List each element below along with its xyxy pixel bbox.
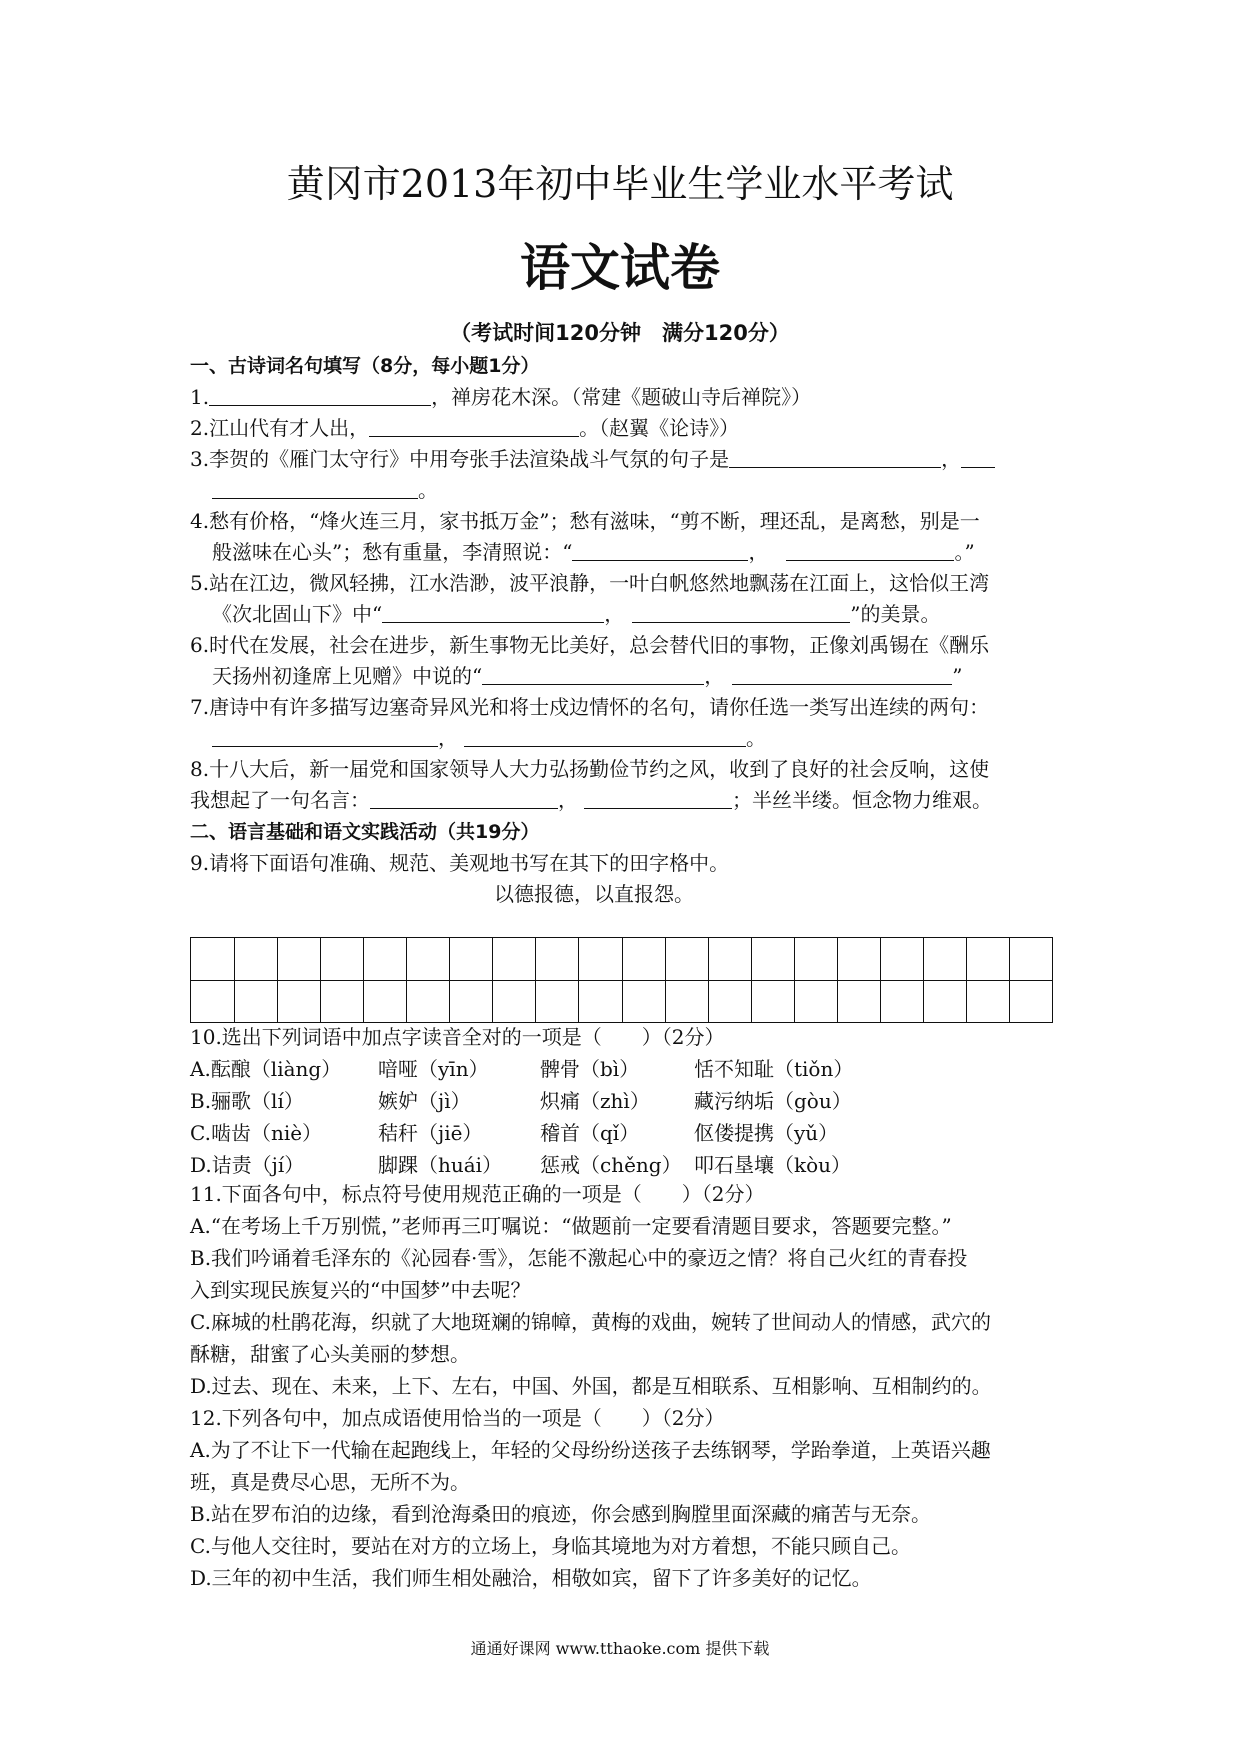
question-7: 7.唐诗中有许多描写边塞奇异风光和将士戍边情怀的名句，请你任选一类写出连续的两句：: [190, 695, 990, 719]
q11-option-d[interactable]: D.过去、现在、未来，上下、左右，中国、外国，都是互相联系、互相影响、互相制约的。: [190, 1374, 992, 1398]
q1-text: ，禅房花木深。（常建《题破山寺后禅院》）: [431, 385, 812, 409]
writing-grid[interactable]: [190, 937, 1053, 1023]
q11-option-b-cont: 入到实现民族复兴的“中国梦”中去呢？: [190, 1278, 531, 1302]
q5-comma: ，: [604, 602, 625, 626]
q7-end: 。: [746, 726, 766, 750]
q8-comma: ，: [558, 788, 578, 812]
answer-blank[interactable]: [961, 447, 995, 468]
q10-option-item: 稽首（qǐ）: [540, 1121, 640, 1145]
question-6: 6.时代在发展，社会在进步，新生事物无比美好，总会替代旧的事物，正像刘禹锡在《酬乐: [190, 633, 990, 657]
q10-option-item: 恬不知耻（tiǒn）: [694, 1057, 854, 1081]
q10-option-item[interactable]: D.诘责（jí）: [190, 1153, 305, 1177]
q10-option-item: 髀骨（bì）: [540, 1057, 640, 1081]
q10-option-item: 嫉妒（jì）: [378, 1089, 471, 1113]
question-11-stem: 11.下面各句中，标点符号使用规范正确的一项是（ ）（2分）: [190, 1182, 765, 1206]
q4-comma: ，: [748, 540, 769, 564]
answer-blank[interactable]: [382, 602, 604, 623]
q6-end: ”: [952, 664, 963, 688]
question-8-cont: [190, 786, 992, 814]
q10-option-item: 惩戒（chěng）: [540, 1153, 682, 1177]
q5-end: ”的美景。: [850, 602, 941, 626]
q9-sentence: 以德报德，以直报怨。: [494, 882, 694, 906]
question-7-cont: [212, 724, 766, 752]
answer-blank[interactable]: [369, 416, 579, 437]
answer-blank[interactable]: [212, 726, 438, 747]
q12-option-b[interactable]: B.站在罗布泊的边缘，看到沧海桑田的痕迹，你会感到胸膛里面深藏的痛苦与无奈。: [190, 1502, 932, 1526]
question-5: 5.站在江边，微风轻拂，江水浩渺，波平浪静，一叶白帆悠然地飘荡在江面上，这恰似王湾: [190, 571, 990, 595]
exam-info: （考试时间120分钟 满分120分）: [450, 321, 790, 345]
question-1: [190, 383, 811, 411]
question-12-stem: 12.下列各句中，加点成语使用恰当的一项是（ ）（2分）: [190, 1406, 725, 1430]
q4-text: 般滋味在心头”；愁有重量，李清照说：“: [212, 540, 573, 564]
answer-blank[interactable]: [786, 540, 954, 561]
q10-option-item[interactable]: A.酝酿（liàng）: [190, 1057, 342, 1081]
question-4-cont: [212, 538, 975, 566]
q8-end: ；半丝半缕。恒念物力维艰。: [732, 788, 992, 812]
q4-end: 。”: [954, 540, 975, 564]
q2-source: 。（赵翼《论诗》）: [579, 416, 740, 440]
question-5-cont: [212, 600, 940, 628]
q10-option-item[interactable]: C.啮齿（niè）: [190, 1121, 323, 1145]
q10-option-item: 炽痛（zhì）: [540, 1089, 650, 1113]
q3-end: 。: [418, 478, 438, 502]
q11-option-c[interactable]: C.麻城的杜鹃花海，织就了大地斑斓的锦幛，黄梅的戏曲，婉转了世间动人的情感，武穴的: [190, 1310, 991, 1334]
answer-blank[interactable]: [212, 478, 418, 499]
q10-option-item: 藏污纳垢（gòu）: [694, 1089, 852, 1113]
q12-option-d[interactable]: D.三年的初中生活，我们师生相处融洽，相敬如宾，留下了许多美好的记忆。: [190, 1566, 872, 1590]
answer-blank[interactable]: [209, 385, 431, 406]
q3-text: 3.李贺的《雁门太守行》中用夸张手法渲染战斗气氛的句子是: [190, 447, 730, 471]
q12-option-a-cont: 班，真是费尽心思，无所不为。: [190, 1470, 470, 1494]
q12-option-a[interactable]: A.为了不让下一代输在起跑线上，年轻的父母纷纷送孩子去练钢琴，学跆拳道，上英语兴趣: [190, 1438, 991, 1462]
answer-blank[interactable]: [464, 726, 746, 747]
answer-blank[interactable]: [370, 788, 558, 809]
q3-comma: ，: [941, 447, 962, 471]
q10-option-item: 叩石垦壤（kòu）: [694, 1153, 852, 1177]
q12-option-c[interactable]: C.与他人交往时，要站在对方的立场上，身临其境地为对方着想，不能只顾自己。: [190, 1534, 911, 1558]
question-4: 4.愁有价格，“烽火连三月，家书抵万金”；愁有滋味，“剪不断，理还乱，是离愁，别是一: [190, 509, 980, 533]
q6-text: 天扬州初逢席上见赠》中说的“: [212, 664, 483, 688]
q7-comma: ，: [438, 726, 458, 750]
answer-blank[interactable]: [572, 540, 748, 561]
grid-row-line: [191, 980, 1052, 981]
q10-option-item[interactable]: B.骊歌（lí）: [190, 1089, 304, 1113]
exam-title: 黄冈市2013年初中毕业生学业水平考试: [286, 162, 954, 206]
answer-blank[interactable]: [482, 664, 704, 685]
q11-option-a[interactable]: A.“在考场上千万别慌，”老师再三叮嘱说：“做题前一定要看清题目要求，答题要完整。”: [190, 1214, 952, 1238]
question-2: [190, 414, 739, 442]
q1-number: 1.: [190, 385, 210, 409]
q10-option-item: 秸秆（jiē）: [378, 1121, 483, 1145]
q10-option-item: 脚踝（huái）: [378, 1153, 503, 1177]
question-10-stem: 10.选出下列词语中加点字读音全对的一项是（ ）（2分）: [190, 1025, 725, 1049]
q2-text: 2.江山代有才人出，: [190, 416, 370, 440]
subject-title: 语文试卷: [520, 239, 720, 297]
answer-blank[interactable]: [632, 602, 850, 623]
section-1-heading: 一、古诗词名句填写（8分，每小题1分）: [190, 355, 540, 377]
q11-option-b[interactable]: B.我们吟诵着毛泽东的《沁园春·雪》，怎能不激起心中的豪迈之情？将自己火红的青春投: [190, 1246, 968, 1270]
question-3: [190, 445, 995, 473]
answer-blank[interactable]: [584, 788, 732, 809]
q5-text: 《次北固山下》中“: [212, 602, 383, 626]
q11-option-c-cont: 酥糖，甜蜜了心头美丽的梦想。: [190, 1342, 470, 1366]
q8-text: 我想起了一句名言：: [190, 788, 370, 812]
answer-blank[interactable]: [732, 664, 952, 685]
question-6-cont: [212, 662, 962, 690]
question-9: 9.请将下面语句准确、规范、美观地书写在其下的田字格中。: [190, 851, 730, 875]
question-3-cont: [212, 476, 438, 504]
question-8: 8.十八大后，新一届党和国家领导人大力弘扬勤俭节约之风，收到了良好的社会反响，这使: [190, 757, 990, 781]
section-2-heading: 二、语言基础和语文实践活动（共19分）: [190, 821, 540, 843]
q10-option-item: 喑哑（yīn）: [378, 1057, 489, 1081]
footer-download-note: 通通好课网 www.tthaoke.com 提供下载: [470, 1639, 770, 1658]
q6-comma: ，: [704, 664, 725, 688]
answer-blank[interactable]: [729, 447, 941, 468]
q10-option-item: 伛偻提携（yǔ）: [694, 1121, 839, 1145]
